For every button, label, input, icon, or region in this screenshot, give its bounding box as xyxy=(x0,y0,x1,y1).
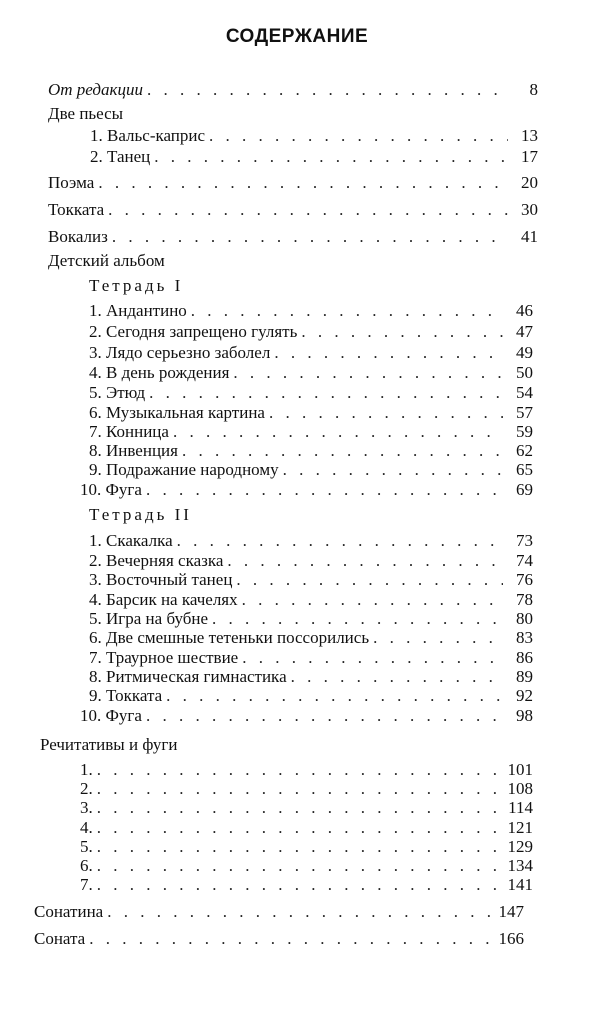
toc-entry-label: Токката xyxy=(48,200,105,219)
toc-entry-label: 1. Вальс-каприс xyxy=(90,126,206,145)
toc-entry-page: 17 xyxy=(521,147,538,166)
dot-leader xyxy=(97,760,503,780)
toc-entry-label: 5. xyxy=(80,837,93,856)
toc-subsection-heading: Тетрадь I xyxy=(89,276,184,295)
toc-entry-label: 3. Лядо серьезно заболел xyxy=(89,343,271,362)
dot-leader xyxy=(269,403,503,423)
toc-entry-page: 30 xyxy=(521,200,538,219)
toc-entry xyxy=(80,480,533,502)
toc-entry-page: 121 xyxy=(507,818,533,837)
toc-entry-page: 69 xyxy=(516,480,533,499)
toc-entry-label: Поэма xyxy=(48,173,95,192)
toc-entry xyxy=(89,383,533,405)
dot-leader xyxy=(107,902,494,922)
dot-leader xyxy=(242,590,503,610)
toc-entry-label: 4. В день рождения xyxy=(89,363,230,382)
toc-entry xyxy=(48,227,538,249)
toc-entry xyxy=(89,322,533,344)
dot-leader xyxy=(97,779,503,799)
dot-leader xyxy=(146,706,503,726)
dot-leader xyxy=(242,648,503,668)
toc-entry xyxy=(89,343,533,365)
toc-entry-label: 5. Этюд xyxy=(89,383,146,402)
toc-entry-label: 9. Токката xyxy=(89,686,163,705)
toc-entry-label: Соната xyxy=(34,929,86,948)
toc-entry-page: 129 xyxy=(507,837,533,856)
toc-entry xyxy=(90,126,538,148)
toc-entry xyxy=(89,301,533,323)
toc-entry-page: 13 xyxy=(521,126,538,145)
toc-entry-page: 134 xyxy=(507,856,533,875)
toc-section-heading: Две пьесы xyxy=(48,104,124,123)
dot-leader xyxy=(147,80,508,100)
toc-entry-page: 80 xyxy=(516,609,533,628)
toc-entry-page: 41 xyxy=(521,227,538,246)
dot-leader xyxy=(97,818,503,838)
toc-entry-page: 108 xyxy=(507,779,533,798)
toc-entry-label: От редакции xyxy=(48,80,143,99)
toc-entry-label: 1. Андантино xyxy=(89,301,187,320)
toc-entry xyxy=(89,686,533,708)
toc-entry-page: 57 xyxy=(516,403,533,422)
toc-entry-page: 83 xyxy=(516,628,533,647)
toc-entry-label: 5. Игра на бубне xyxy=(89,609,209,628)
toc-entry-page: 166 xyxy=(498,929,524,948)
toc-entry xyxy=(89,570,533,592)
dot-leader xyxy=(236,570,503,590)
toc-entry-page: 92 xyxy=(516,686,533,705)
page-title: СОДЕРЖАНИЕ xyxy=(225,26,369,47)
toc-entry-label: 2. Танец xyxy=(90,147,151,166)
toc-entry xyxy=(89,460,533,482)
toc-entry-page: 86 xyxy=(516,648,533,667)
toc-entry-label: 8. Инвенция xyxy=(89,441,178,460)
toc-entry xyxy=(89,363,533,385)
toc-entry-page: 47 xyxy=(516,322,533,341)
toc-entry xyxy=(80,706,533,728)
dot-leader xyxy=(97,837,503,857)
toc-entry xyxy=(80,875,533,897)
toc-entry-page: 50 xyxy=(516,363,533,382)
toc-entry-page: 54 xyxy=(516,383,533,402)
dot-leader xyxy=(227,551,503,571)
toc-entry-page: 98 xyxy=(516,706,533,725)
toc-entry-page: 78 xyxy=(516,590,533,609)
toc-subsection-heading: Тетрадь II xyxy=(89,505,192,524)
toc-entry-page: 59 xyxy=(516,422,533,441)
toc-entry-label: 4. Барсик на качелях xyxy=(89,590,238,609)
toc-entry-label: 1. Скакалка xyxy=(89,531,173,550)
toc-entry-label: 2. Сегодня запрещено гулять xyxy=(89,322,298,341)
toc-entry-label: 10. Фуга xyxy=(80,480,142,499)
dot-leader xyxy=(149,383,503,403)
toc-entry-page: 141 xyxy=(507,875,533,894)
toc-entry xyxy=(48,173,538,195)
toc-entry-page: 20 xyxy=(521,173,538,192)
toc-entry-label: 7. Траурное шествие xyxy=(89,648,239,667)
toc-entry-label: 2. xyxy=(80,779,93,798)
dot-leader xyxy=(97,856,503,876)
toc-entry-label: 6. Две смешные тетеньки поссорились xyxy=(89,628,370,647)
toc-entry-page: 114 xyxy=(508,798,533,817)
toc-entry-label: 1. xyxy=(80,760,93,779)
dot-leader xyxy=(154,147,508,167)
toc-entry-label: 10. Фуга xyxy=(80,706,142,725)
toc-entry-page: 62 xyxy=(516,441,533,460)
dot-leader xyxy=(97,798,503,818)
toc-entry-label: 6. xyxy=(80,856,93,875)
toc-entry-page: 74 xyxy=(516,551,533,570)
toc-entry xyxy=(90,147,538,169)
dot-leader xyxy=(182,441,503,461)
toc-entry-page: 8 xyxy=(529,80,538,99)
toc-entry-label: 4. xyxy=(80,818,93,837)
toc-section-heading: Детский альбом xyxy=(48,251,165,270)
dot-leader xyxy=(274,343,503,363)
toc-entry xyxy=(34,902,524,924)
dot-leader xyxy=(166,686,503,706)
dot-leader xyxy=(209,126,508,146)
toc-entry-page: 101 xyxy=(507,760,533,779)
toc-entry-page: 76 xyxy=(516,570,533,589)
toc-entry xyxy=(34,929,524,951)
dot-leader xyxy=(173,422,503,442)
dot-leader xyxy=(108,200,508,220)
dot-leader xyxy=(373,628,503,648)
toc-entry xyxy=(48,80,538,102)
dot-leader xyxy=(112,227,508,247)
toc-entry xyxy=(89,531,533,553)
toc-entry xyxy=(89,628,533,650)
toc-entry-page: 49 xyxy=(516,343,533,362)
toc-entry-label: 6. Музыкальная картина xyxy=(89,403,265,422)
toc-entry-page: 89 xyxy=(516,667,533,686)
toc-entry-label: 7. xyxy=(80,875,93,894)
toc-section-heading: Речитативы и фуги xyxy=(40,735,178,754)
toc-entry-page: 147 xyxy=(498,902,524,921)
toc-entry-label: 9. Подражание народному xyxy=(89,460,279,479)
toc-entry-page: 73 xyxy=(516,531,533,550)
dot-leader xyxy=(97,875,503,895)
dot-leader xyxy=(291,667,503,687)
toc-entry-label: 2. Вечерняя сказка xyxy=(89,551,224,570)
dot-leader xyxy=(98,173,508,193)
dot-leader xyxy=(212,609,503,629)
toc-entry-page: 46 xyxy=(516,301,533,320)
dot-leader xyxy=(301,322,503,342)
toc-entry-label: 7. Конница xyxy=(89,422,169,441)
dot-leader xyxy=(283,460,503,480)
toc-entry xyxy=(80,798,533,820)
toc-entry xyxy=(48,200,538,222)
dot-leader xyxy=(233,363,503,383)
dot-leader xyxy=(89,929,494,949)
toc-entry-label: 3. xyxy=(80,798,93,817)
toc-entry-label: 8. Ритмическая гимнастика xyxy=(89,667,287,686)
dot-leader xyxy=(177,531,503,551)
toc-entry-page: 65 xyxy=(516,460,533,479)
toc-entry-label: Вокализ xyxy=(48,227,108,246)
dot-leader xyxy=(191,301,503,321)
dot-leader xyxy=(146,480,503,500)
toc-entry-label: Сонатина xyxy=(34,902,104,921)
toc-entry-label: 3. Восточный танец xyxy=(89,570,233,589)
